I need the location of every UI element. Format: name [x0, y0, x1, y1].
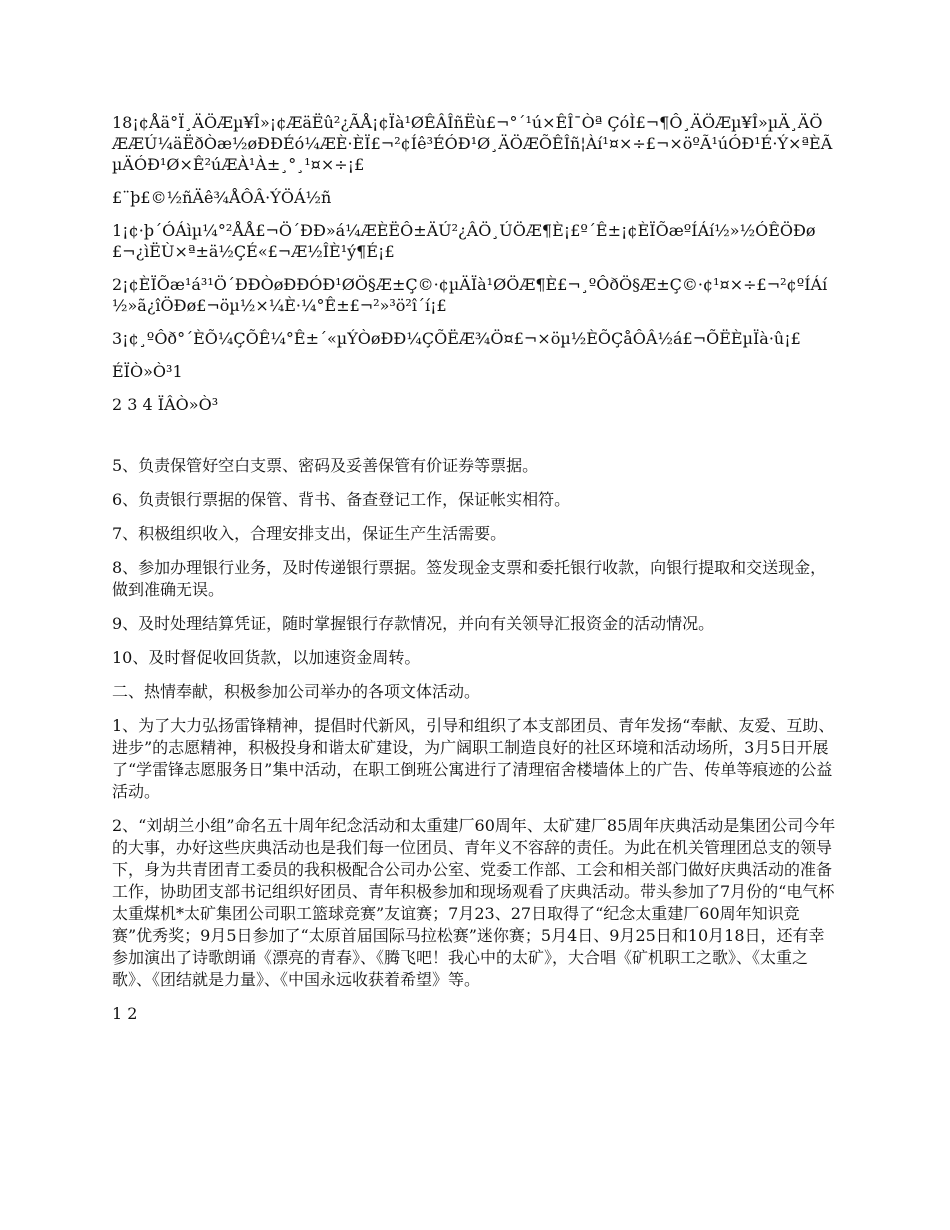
page-numbers: 1 2	[112, 1004, 138, 1023]
paragraph-item-9: 9、及时处理结算凭证，随时掌握银行存款情况，并向有关领导汇报资金的活动情况。	[112, 614, 715, 633]
garbled-text-block	[112, 112, 838, 415]
garbled-paragraph: 3¡¢¸ºÔð°´ÈÕ¼ÇÕÊ¼°Ê±´«µÝÒøÐÐ¼ÇÕËÆ¾Ö¤£¬×öµ½ÈÕÇåÔÂ½á£¬ÕËÈµÏà·û¡£	[112, 329, 801, 348]
garbled-paragraph: 2¡¢ÈÏÕæ¹á³¹Ö´ÐÐÒøÐÐÓÐ¹ØÖ§Æ±Ç©·¢µÄÏà¹ØÖÆ¶È£¬¸ºÔðÖ§Æ±Ç©·¢¹¤×÷£¬²¢ºÍÁí½»ã¿îÖÐø£¬öµ½×¼È·¼°Ê±£¬²»³ö²î´í¡£	[112, 275, 828, 315]
paragraph-activity-2: 2、“刘胡兰小组”命名五十周年纪念活动和太重建厂60周年、太矿建厂85周年庆典活动是集团公司今年的大事，办好这些庆典活动也是我们每一位团员、青年义不容辞的责任。为此在机关管理团总支的领导下，身为共青团青工委员的我积极配合公司办公室、党委工作部、工会和相关部门做好庆典活动的准备工作，协助团支部书记组织好团员、青年积极参加和现场观看了庆典活动。带头参加了7月份的“电气杯太重煤机*太矿集团公司职工篮球竞赛”友谊赛；7月23、27日取得了“纪念太重建厂60周年知识竞赛”优秀奖；9月5日参加了“太原首届国际马拉松赛”迷你赛；5月4日、9月25日和10月18日，还有幸参加演出了诗歌朗诵《漂亮的青春》、《腾飞吧！我心中的太矿》，大合唱《矿机职工之歌》、《太重之歌》、《团结就是力量》、《中国永远收获着希望》等。	[112, 816, 836, 989]
paragraph-item-10: 10、及时督促收回货款，以加速资金周转。	[112, 648, 421, 667]
garbled-paragraph: £¨þ£©½ñÄê¾ÅÔÂ·ÝÖÁ½ñ	[112, 188, 332, 207]
garbled-paragraph: 18¡¢Åä°Ï¸ÄÖÆµ¥Î»¡¢ÆäËû²¿ÃÅ¡¢Ïà¹ØÊÂÎñËù£¬°´¹ú×ÊÎ¯Òª ÇóÌ£¬¶Ô¸ÄÖÆµ¥Î»µÄ¸ÄÖÆÆÚ¼äËðÒæ½øÐÐÉó¼ÆÈ·ÈÏ£¬²¢Íê³ÉÓÐ¹Ø¸ÄÖÆÕÊÎñ¦Àí¹¤×÷£¬×öºÃ¹úÓÐ¹É·Ý×ªÈÃµÄÓÐ¹Ø×Ê²úÆÀ¹À±¸°¸¹¤×÷¡£	[112, 113, 833, 174]
paragraph-item-7: 7、积极组织收入，合理安排支出，保证生产生活需要。	[112, 524, 507, 543]
section-heading-2: 二、热情奉献，积极参加公司举办的各项文体活动。	[112, 682, 481, 701]
garbled-pagination-prev: ÉÏÒ»Ò³1	[112, 362, 183, 381]
paragraph-item-5: 5、负责保管好空白支票、密码及妥善保管有价证券等票据。	[112, 456, 539, 475]
paragraph-activity-1: 1、为了大力弘扬雷锋精神，提倡时代新风，引导和组织了本支部团员、青年发扬“奉献、友爱、互助、进步”的志愿精神，积极投身和谐太矿建设，为广阔职工制造良好的社区环境和活动场所，3月5日开展了“学雷锋志愿服务日”集中活动，在职工倒班公寓进行了清理宿舍楼墙体上的广告、传单等痕迹的公益活动。	[112, 716, 835, 801]
section-gap	[112, 427, 838, 455]
paragraph-item-6: 6、负责银行票据的保管、背书、备查登记工作，保证帐实相符。	[112, 490, 571, 509]
paragraph-item-8: 8、参加办理银行业务，及时传递银行票据。签发现金支票和委托银行收款，向银行提取和交送现金，做到准确无误。	[112, 558, 827, 599]
document-body	[112, 455, 838, 1025]
garbled-paragraph: 1¡¢·þ´ÓÁìµ¼°²ÅÅ£¬Ö´ÐÐ»á¼ÆÈËÔ±ÄÚ²¿ÂÖ¸ÚÖÆ¶È¡£º´Ê±¡¢ÈÏÕæºÍÁí½»½ÓÊÖÐø£¬¿ìËÙ×ª±ä½ÇÉ«£¬Æ½ÎÈ¹ý¶É¡£	[112, 221, 816, 261]
garbled-pagination-next: 2 3 4 ÏÂÒ»Ò³	[112, 395, 219, 414]
